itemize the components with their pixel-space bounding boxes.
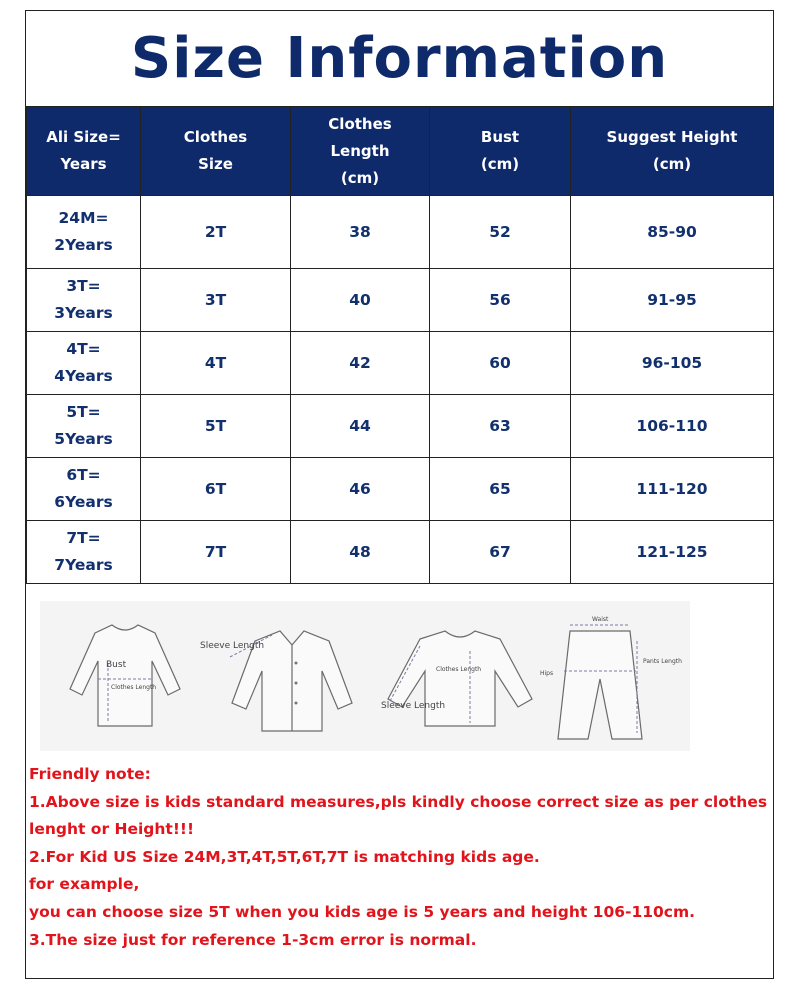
cell-ali-size: 7T= 7Years <box>27 521 141 584</box>
cell-bust: 60 <box>430 332 571 395</box>
table-row <box>27 269 774 332</box>
cell-clothes-length: 48 <box>291 521 430 584</box>
note-line: 3.The size just for reference 1-3cm error is normal. <box>29 930 477 949</box>
header-clothes-size: Clothes Size <box>141 107 291 196</box>
cell-ali-size: 24M= 2Years <box>27 196 141 269</box>
diagram-label-sleeve-length-2: Sleeve Length <box>381 701 446 711</box>
diagram-label-hips: Hips <box>540 670 554 677</box>
note-line: for example, <box>29 875 140 894</box>
cell-bust: 63 <box>430 395 571 458</box>
size-table <box>26 106 774 584</box>
note-heading: Friendly note: <box>29 765 151 783</box>
header-ali-size: Ali Size= Years <box>27 107 141 196</box>
cell-ali-size: 5T= 5Years <box>27 395 141 458</box>
cell-suggest-height: 111-120 <box>571 458 774 521</box>
cell-bust: 67 <box>430 521 571 584</box>
cell-ali-size: 3T= 3Years <box>27 269 141 332</box>
note-line: 2.For Kid US Size 24M,3T,4T,5T,6T,7T is matching kids age. <box>29 847 540 866</box>
sweatshirt-icon <box>381 631 532 726</box>
diagram-label-bust: Bust <box>106 660 127 670</box>
diagram-label-clothes-length: Clothes Length <box>111 684 157 691</box>
cell-suggest-height: 91-95 <box>571 269 774 332</box>
diagram-label-clothes-length-2: Clothes Length <box>436 666 482 673</box>
pants-icon <box>540 616 682 739</box>
table-header-row <box>27 107 774 196</box>
cell-bust: 65 <box>430 458 571 521</box>
cell-clothes-length: 38 <box>291 196 430 269</box>
measurement-diagrams <box>40 601 690 751</box>
friendly-note <box>29 761 769 954</box>
cell-clothes-size: 2T <box>141 196 291 269</box>
diagram-label-sleeve-length: Sleeve Length <box>200 641 265 651</box>
cell-clothes-length: 46 <box>291 458 430 521</box>
table-row <box>27 395 774 458</box>
note-line: 1.Above size is kids standard measures,pls kindly choose correct size as per clothes lenght or Height!!! <box>29 792 768 839</box>
note-line: you can choose size 5T when you kids age is 5 years and height 106-110cm. <box>29 902 696 921</box>
cell-clothes-size: 6T <box>141 458 291 521</box>
table-row <box>27 196 774 269</box>
cell-clothes-size: 7T <box>141 521 291 584</box>
page-title: Size Information <box>130 26 669 91</box>
header-clothes-length: Clothes Length (cm) <box>291 107 430 196</box>
table-row <box>27 332 774 395</box>
diagram-label-pants-length: Pants Length <box>643 658 682 665</box>
cell-suggest-height: 106-110 <box>571 395 774 458</box>
cell-clothes-size: 4T <box>141 332 291 395</box>
cell-clothes-length: 42 <box>291 332 430 395</box>
cell-clothes-size: 3T <box>141 269 291 332</box>
cell-suggest-height: 96-105 <box>571 332 774 395</box>
garment-measure-illustration <box>40 601 690 751</box>
cell-bust: 52 <box>430 196 571 269</box>
size-chart-frame <box>25 10 774 979</box>
cell-ali-size: 6T= 6Years <box>27 458 141 521</box>
diagram-label-waist: Waist <box>592 616 609 623</box>
button-shirt-icon <box>200 631 352 731</box>
cell-clothes-length: 44 <box>291 395 430 458</box>
table-row <box>27 458 774 521</box>
header-bust: Bust (cm) <box>430 107 571 196</box>
cell-clothes-length: 40 <box>291 269 430 332</box>
cell-suggest-height: 85-90 <box>571 196 774 269</box>
cell-bust: 56 <box>430 269 571 332</box>
cell-suggest-height: 121-125 <box>571 521 774 584</box>
cell-ali-size: 4T= 4Years <box>27 332 141 395</box>
table-row <box>27 521 774 584</box>
shirt-bust-icon <box>70 625 180 726</box>
header-suggest-height: Suggest Height (cm) <box>571 107 774 196</box>
cell-clothes-size: 5T <box>141 395 291 458</box>
